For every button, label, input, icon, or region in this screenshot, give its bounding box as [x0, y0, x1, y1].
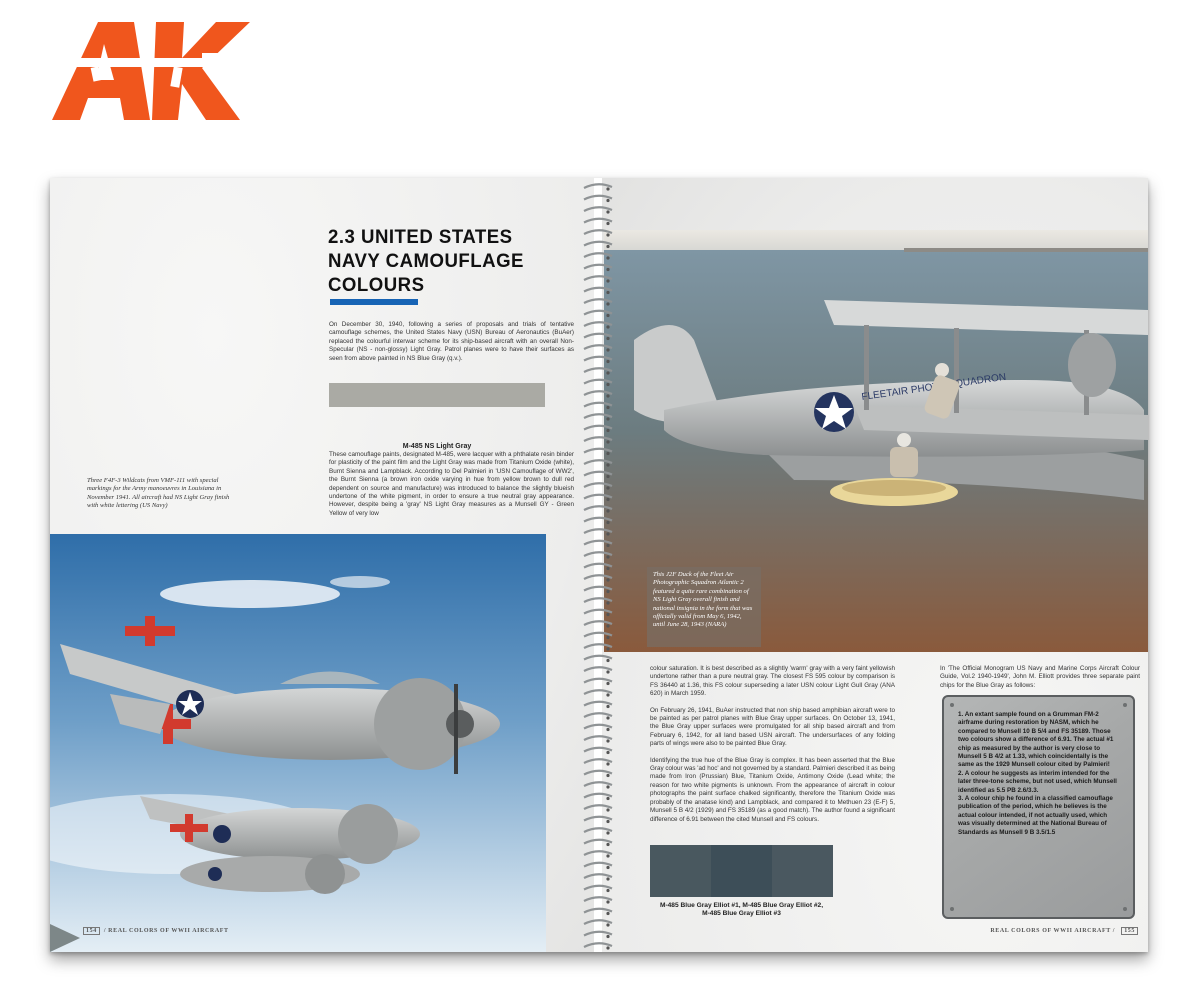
spiral-hole	[606, 360, 609, 363]
spiral-hole	[606, 923, 609, 926]
spiral-hole	[606, 371, 609, 374]
blue-gray-chips	[650, 845, 833, 897]
spiral-hole	[606, 486, 609, 489]
spiral-hole	[606, 452, 609, 455]
rivet	[950, 703, 954, 707]
spiral-hole	[606, 199, 609, 202]
title-accent-rule	[330, 299, 418, 305]
spiral-hole	[606, 774, 609, 777]
spiral-hole	[606, 475, 609, 478]
spiral-hole	[606, 210, 609, 213]
section-title: 2.3 UNITED STATES NAVY CAMOUFLAGE COLOURS	[328, 227, 524, 296]
spiral-hole	[606, 590, 609, 593]
spiral-hole	[606, 693, 609, 696]
paint-chip-notes: 1. An extant sample found on a Grumman FM-2 airframe during restoration by NASM, which he compared to Munsell 10 B 5/4 and FS 35189. Those two colours show a difference of 6.91. The actual #1 chip as measured by the author is very close to Munsell 5 B 4/2 at 1.33, which coincidentally is the same as the 1929 Munsell colour cited by Palmieri! 2. A colour he suggests as interim intended for the later three-tone scheme, but not used, which Munsell identified as 5.5 PB 2.6/3.3. 3. A colour chip he found in a classified camouflage publication of the period, which he believes is the actual colour intended, if not actually used, which was visually determined at the National Bureau of Standards as Munsell 9 B 3.5/1.5	[958, 711, 1117, 836]
light-gray-chip-label: M-485 NS Light Gray	[402, 443, 472, 450]
spiral-hole	[606, 820, 609, 823]
spiral-hole	[606, 889, 609, 892]
spiral-hole	[606, 417, 609, 420]
right-page-footer	[990, 927, 1138, 935]
rivet	[950, 907, 954, 911]
spiral-hole	[606, 187, 609, 190]
duck-photo-caption: This J2F Duck of the Fleet Air Photographic Squadron Atlantic 2 featured a quite rare combination of NS Light Gray overall finish and national insignia in the form that was officially valid from May 6, 1942, until June 28, 1943 (NARA)	[653, 571, 753, 629]
spiral-hole	[606, 613, 609, 616]
spiral-hole	[606, 325, 609, 328]
wildcats-photo-caption: Three F4F-3 Wildcats from VMF-111 with special markings for the Army manoeuvres in Louisiana in November 1941. All aircraft had NS Light Gray finish with white lettering (US Navy)	[87, 477, 230, 510]
spiral-hole	[606, 843, 609, 846]
spiral-hole	[606, 222, 609, 225]
spiral-hole	[606, 705, 609, 708]
spiral-hole	[606, 394, 609, 397]
spiral-hole	[606, 291, 609, 294]
intro-paragraph: On December 30, 1940, following a series of proposals and trials of tentative camouflage schemes, the United States Navy (USN) Bureau of Aeronautics (BuAer) replaced the colourful interwar scheme for its ship-based aircraft with an overall Non-Specular (NS - non-glossy) Light Gray. Patrol planes were to have their surfaces as seen from above painted in NS Blue Gray (q.v.).	[329, 321, 574, 362]
spiral-hole	[606, 946, 609, 949]
spiral-hole	[606, 544, 609, 547]
spiral-hole	[606, 831, 609, 834]
spiral-hole	[606, 348, 609, 351]
spiral-hole	[606, 866, 609, 869]
spiral-hole	[606, 268, 609, 271]
spiral-hole	[606, 233, 609, 236]
spiral-hole	[606, 808, 609, 811]
spiral-hole	[606, 670, 609, 673]
spiral-hole	[606, 900, 609, 903]
spiral-hole	[606, 521, 609, 524]
rivet	[1123, 703, 1127, 707]
spiral-hole	[606, 624, 609, 627]
metal-note-plate	[942, 695, 1135, 919]
blue-gray-chips-label: M-485 Blue Gray Elliot #1, M-485 Blue Gray Elliot #2, M-485 Blue Gray Elliot #3	[659, 902, 824, 918]
left-page-footer	[83, 927, 229, 935]
blue-gray-chip-2	[711, 845, 772, 897]
spiral-hole	[606, 659, 609, 662]
wildcats-photo	[50, 534, 546, 952]
spiral-hole	[606, 785, 609, 788]
spiral-hole	[606, 406, 609, 409]
spiral-hole	[606, 532, 609, 535]
spiral-hole	[606, 601, 609, 604]
elliott-intro-paragraph: In 'The Official Monogram US Navy and Marine Corps Aircraft Colour Guide, Vol.2 1940-1949', John M. Elliott provides three separate paint chips for the Blue Gray as follows:	[940, 665, 1140, 689]
book-spread	[50, 178, 1148, 952]
paint-description-paragraph: These camouflage paints, designated M-485, were lacquer with a phthalate resin binder for plasticity of the paint film and the Light Gray was made from Titanium Oxide (white), Burnt Sienna and Lampblack. According to Del Palmieri in 'USN Camouflage of WW2', the Burnt Sienna (a brown iron oxide varying in hue from yellow brown to dull red dependent on source and manufacture) was introduced to balance the slightly blueish undertone of the white pigment, in order to ensure a true neutral gray appearance. However, despite being a 'gray' NS Light Gray measures as a Munsell GY - Green Yellow of very low	[329, 451, 574, 517]
spiral-hole	[606, 716, 609, 719]
spiral-hole	[606, 279, 609, 282]
spiral-hole	[606, 245, 609, 248]
spiral-hole	[606, 877, 609, 880]
right-page	[602, 178, 1148, 952]
spiral-hole	[606, 440, 609, 443]
spiral-hole	[606, 578, 609, 581]
paragraph-blue-gray-hue: Identifying the true hue of the Blue Gray is complex. It has been asserted that the Blue Gray colour was 'ad hoc' and not governed by a standard. Palmieri described it as being made from Iron (Prussian) Blue, Titanium Oxide, Antimony Oxide (Lead white; the reason for two white pigments is unknown. From the appearance of aircraft in colour photographs the paint surface chalked significantly, therefore the Titanium Oxide was probably of the anatase kind) and Lampblack, and compared it to Methuen 23 (E-F) 5, Munsell 5 B 4/2 (1929) and FS 35189 (as a good match). The author found a significant difference of 6.91 between the cited Munsell and FS colours.	[650, 756, 895, 823]
spiral-hole	[606, 337, 609, 340]
ak-logo-mark	[52, 22, 250, 120]
ak-logo	[52, 22, 250, 120]
left-page-number: 154	[83, 927, 100, 935]
duck-photo-caption-box	[647, 567, 761, 647]
left-footer-title: / REAL COLORS OF WWII AIRCRAFT	[103, 928, 229, 934]
right-page-number: 155	[1121, 927, 1138, 935]
spiral-hole	[606, 762, 609, 765]
aircraft-lettering: FLEETAIR PHOTO SQUADRON	[860, 371, 1007, 403]
spiral-hole	[606, 751, 609, 754]
spiral-hole	[606, 383, 609, 386]
right-footer-title: REAL COLORS OF WWII AIRCRAFT /	[990, 928, 1116, 934]
spiral-hole	[606, 797, 609, 800]
spiral-hole	[606, 256, 609, 259]
blue-gray-chip-3	[772, 845, 833, 897]
spiral-hole	[606, 567, 609, 570]
spiral-hole	[606, 463, 609, 466]
rivet	[1123, 907, 1127, 911]
spiral-hole	[606, 302, 609, 305]
spiral-hole	[606, 509, 609, 512]
spiral-hole	[606, 498, 609, 501]
spiral-hole	[606, 636, 609, 639]
spiral-hole	[606, 935, 609, 938]
light-gray-color-chip	[329, 383, 545, 407]
spiral-hole	[606, 314, 609, 317]
spiral-hole	[606, 728, 609, 731]
spiral-hole	[606, 647, 609, 650]
middle-text-column	[650, 665, 895, 832]
spiral-hole	[606, 429, 609, 432]
spiral-binding	[578, 178, 618, 952]
paragraph-february-1941: On February 26, 1941, BuAer instructed that non ship based amphibian aircraft were to be painted as per patrol planes with Blue Gray upper surfaces. On October 13, 1941, the Blue Gray upper surfaces were promulgated for all ship based aircraft and from February 6, 1942, for all land based USN aircraft. The undersurfaces of any folding parts of wings were also to be painted Blue Gray.	[650, 706, 895, 748]
spiral-hole	[606, 682, 609, 685]
blue-gray-chip-1	[650, 845, 711, 897]
left-page	[50, 178, 594, 952]
spiral-hole	[606, 912, 609, 915]
paragraph-colour-saturation: colour saturation. It is best described as a slightly 'warm' gray with a very faint yellowish undertone rather than a pure neutral gray. The closest FS 595 colour by comparison is FS 36440 at 1.36, this FS colour superseding a later USN colour Light Gull Gray (ANA 620) in March 1959.	[650, 665, 895, 698]
spiral-hole	[606, 555, 609, 558]
spiral-hole	[606, 739, 609, 742]
spiral-hole	[606, 854, 609, 857]
